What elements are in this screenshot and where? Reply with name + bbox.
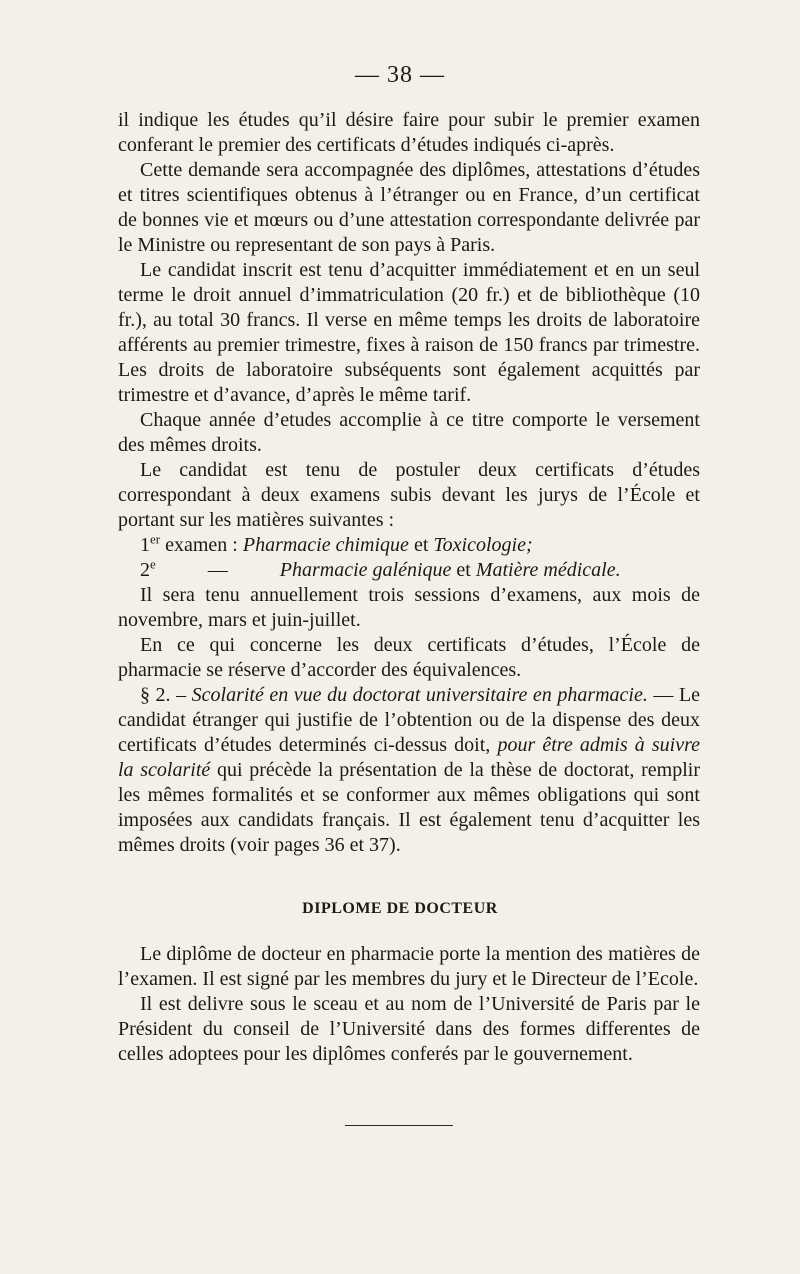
diploma-paragraph-2: Il est delivre sous le sceau et au nom de l’Université de Paris par le Président du conseil de l’Université dans des formes differentes de celles adoptees pour les diplômes conferés par le gouvernement. (118, 993, 700, 1065)
section-mark: § 2. (140, 684, 171, 706)
exam2-ordinal: 2 (140, 559, 150, 581)
exam1-subject2: Toxicologie; (433, 534, 533, 556)
paragraph-6: Il sera tenu annuellement trois sessions d’examens, aux mois de novembre, mars et juin-juillet. (118, 584, 700, 631)
paragraph-8-lead: — Le candidat étranger qui justifie de l’obtention ou de la dispense des deux certificats d’études determinés ci-dessus doit, (118, 684, 701, 756)
paragraph-3: Le candidat inscrit est tenu d’acquitter immédiatement et en un seul terme le droit annuel d’immatriculation (20 fr.) et de bibliothèque (10 fr.), au total 30 francs. Il verse en même temps les droits de laboratoire afférents au premier trimestre, fixes à raison de 150 francs par trimestre. Les droits de laboratoire subséquents sont également acquittés par trimestre et d’avance, d’après le même tarif. (118, 259, 700, 406)
paragraph-8 (118, 683, 700, 858)
paragraph-4: Chaque année d’etudes accomplie à ce titre comporte le versement des mêmes droits. (118, 409, 700, 456)
paragraph-8-tail: qui précède la présentation de la thèse de doctorat, remplir les mêmes formalités et se conformer aux mêmes obligations qui sont imposées aux candidats français. Il est également tenu d’acquitter les mêmes droits (voir pages 36 et 37). (118, 759, 701, 856)
diploma-text (118, 942, 700, 1067)
main-text (118, 108, 700, 858)
section-title: DIPLOME DE DOCTEUR (302, 900, 498, 917)
exam2-and: et (456, 559, 471, 581)
exam2-subject: Pharmacie galénique (279, 559, 452, 581)
exam1-ordinal: 1 (140, 534, 150, 556)
paragraph-8-emphasis: pour être admis à suivre la scolarité (118, 734, 701, 781)
section-heading: Scolarité en vue du doctorat universitaire en pharmacie. (191, 684, 648, 706)
exam1-and: et (413, 534, 429, 556)
exam1-word: examen : (165, 534, 238, 556)
paragraph-2: Cette demande sera accompagnée des diplômes, attestations d’études et titres scientifiques obtenus à l’étranger ou en France, d’un certificat de bonnes vie et mœurs ou d’une attestation correspondante delivrée par le Ministre ou representant de son pays à Paris. (118, 159, 700, 256)
paragraph-1: il indique les études qu’il désire faire pour subir le premier examen conferant le premier des certificats d’études indiqués ci-après. (118, 109, 700, 156)
page-number: — 38 — (355, 62, 445, 88)
closing-rule (345, 1125, 453, 1126)
exam2-superscript: e (150, 556, 156, 572)
exam2-dash: — (207, 559, 228, 581)
exam-line-1 (118, 533, 700, 558)
paragraph-7: En ce qui concerne les deux certificats d’études, l’École de pharmacie se réserve d’accorder des équivalences. (118, 634, 700, 681)
diploma-paragraph-1: Le diplôme de docteur en pharmacie porte la mention des matières de l’examen. Il est signé par les membres du jury et le Directeur de l’Ecole. (118, 943, 700, 990)
section-dash: – (176, 684, 187, 706)
exam2-subject2: Matière médicale. (475, 559, 621, 581)
paragraph-5: Le candidat est tenu de postuler deux certificats d’études correspondant à deux examens subis devant les jurys de l’École et portant sur les matières suivantes : (118, 459, 700, 531)
exam-line-2 (118, 558, 700, 583)
exam1-superscript: er (150, 531, 161, 547)
exam1-subject: Pharmacie chimique (242, 534, 409, 556)
